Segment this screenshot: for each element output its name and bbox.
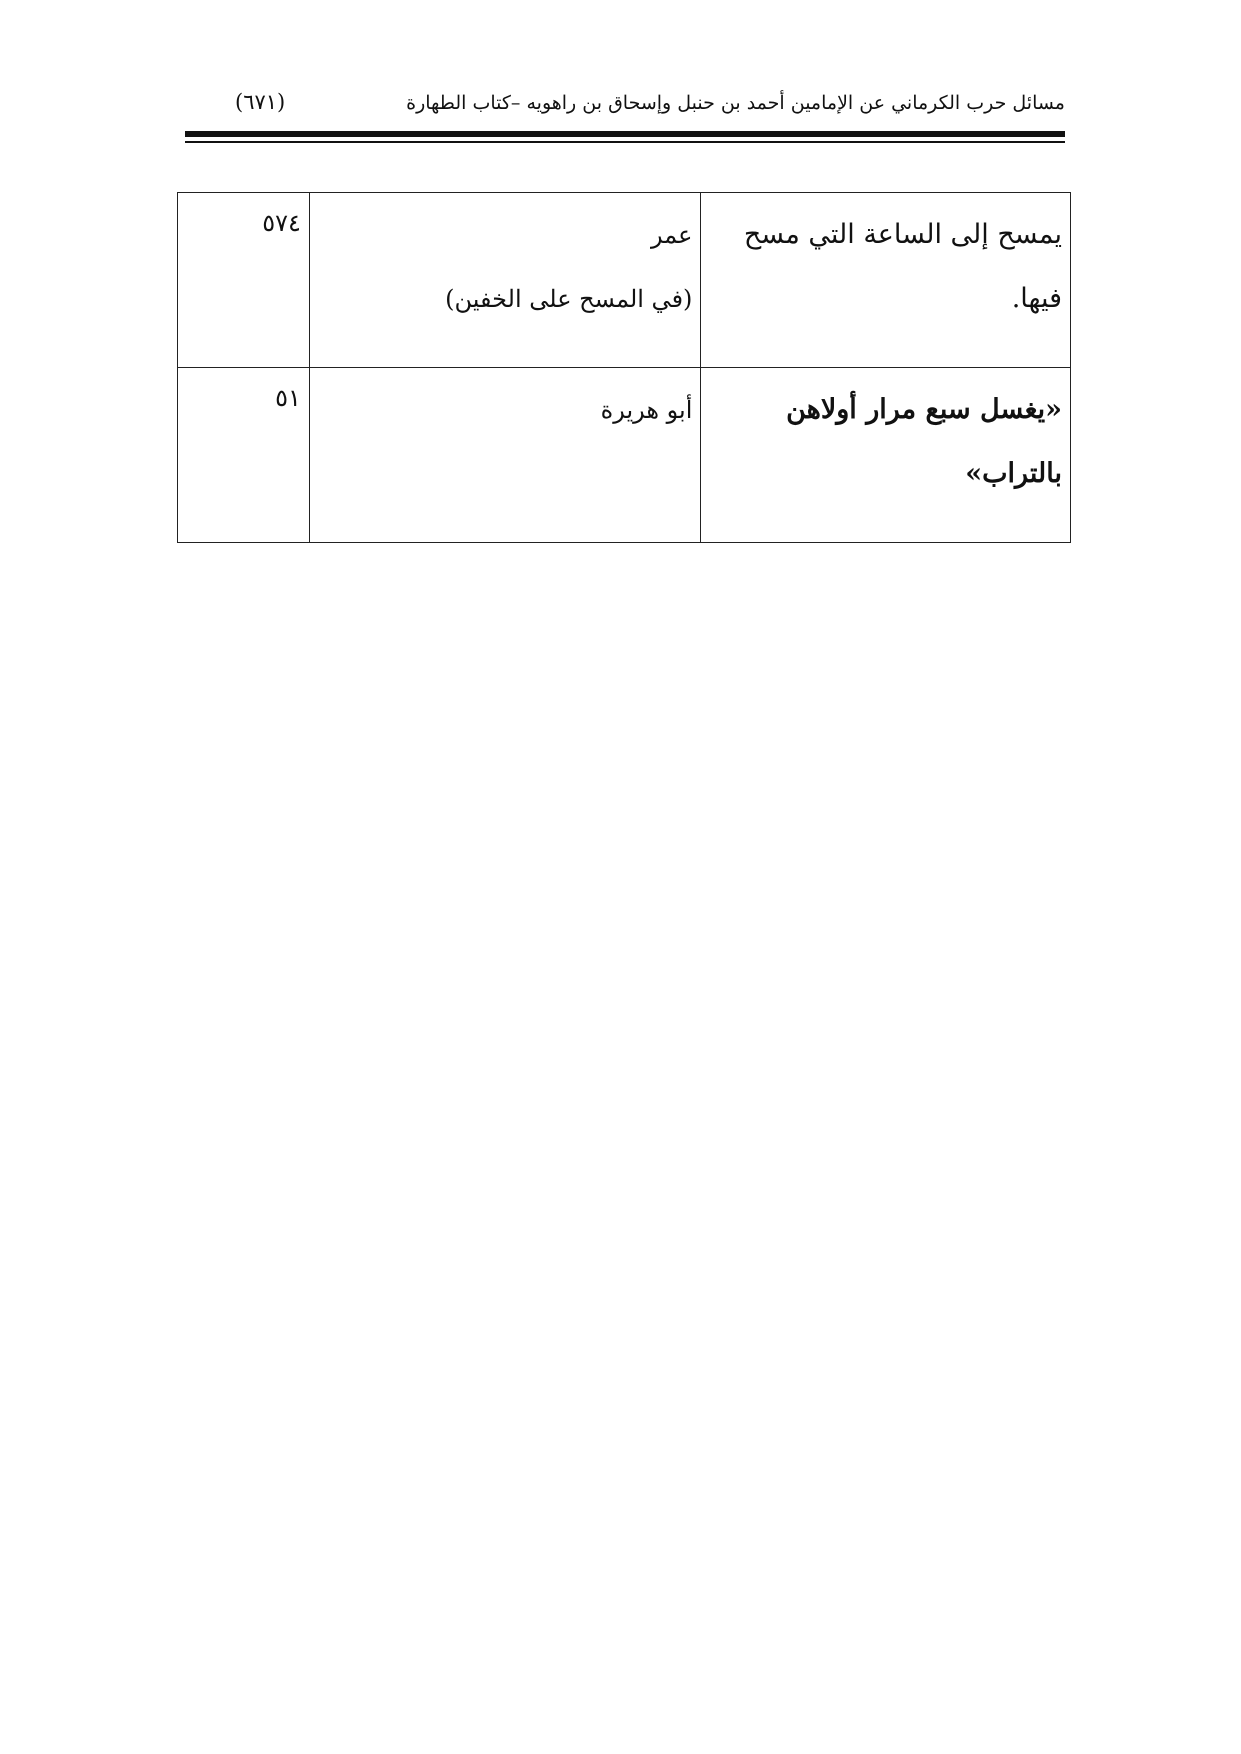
narrator-cell — [309, 368, 701, 543]
hadith-text-cell — [701, 368, 1071, 543]
hadith-text-line: يمسح إلى الساعة التي مسح — [743, 219, 1062, 250]
page-number: (٦٧١) — [235, 90, 286, 114]
table-row — [178, 193, 1071, 368]
running-title: مسائل حرب الكرماني عن الإمامين أحمد بن حنبل وإسحاق بن راهويه –كتاب الطهارة — [406, 92, 1065, 114]
hadith-text-line: «يغسل سبع مرار أولاهن — [786, 394, 1062, 425]
table-row — [178, 368, 1071, 543]
page-header — [185, 86, 1065, 126]
hadith-text-cell — [701, 193, 1071, 368]
narrator-note: (في المسح على الخفين) — [445, 285, 693, 313]
hadith-table — [177, 192, 1071, 543]
hadith-text-line: بالتراب» — [965, 458, 1062, 489]
narrator-cell — [309, 193, 701, 368]
issue-number-cell: ٥١ — [178, 368, 310, 543]
narrator-name: أبو هريرة — [600, 396, 693, 424]
issue-number-cell: ٥٧٤ — [178, 193, 310, 368]
header-rule-thin — [185, 141, 1065, 143]
header-rule-thick — [185, 131, 1065, 137]
hadith-text-line: فيها. — [1011, 283, 1062, 314]
narrator-name: عمر — [650, 221, 693, 249]
